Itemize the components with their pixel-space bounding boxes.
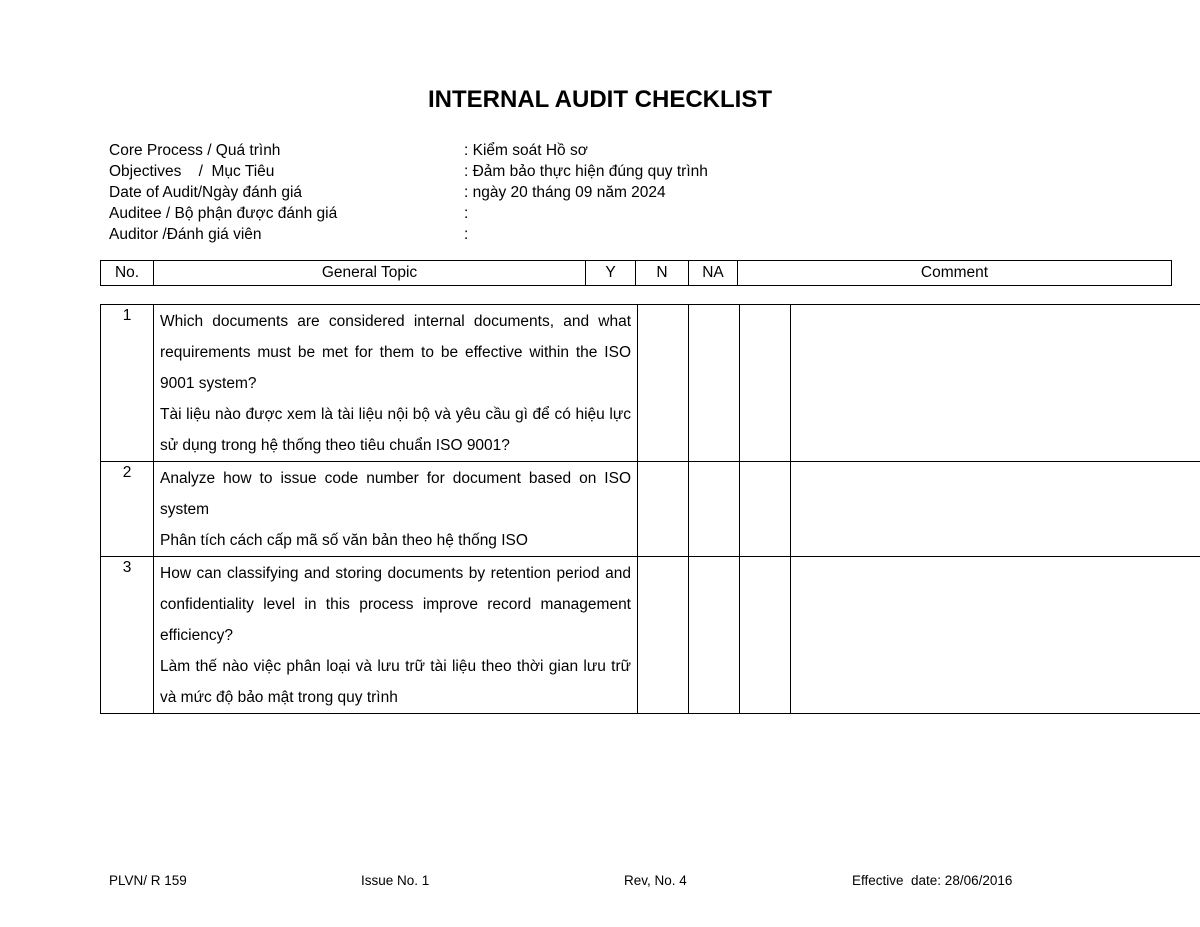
topic-english: Which documents are considered internal documents, and what requirements must be met for them to be effective within the ISO 9001 system? (160, 313, 631, 392)
na-cell[interactable] (740, 462, 791, 557)
topic-cell (154, 305, 638, 462)
table-row (101, 305, 1200, 462)
row-number: 2 (101, 462, 154, 557)
core-process-label: Core Process / Quá trình (109, 142, 281, 159)
revision-number: Rev, No. 4 (624, 873, 687, 888)
row-number: 1 (101, 305, 154, 462)
auditee-row (109, 203, 708, 224)
comment-cell[interactable] (791, 557, 1200, 714)
core-process-value: : Kiểm soát Hồ sơ (464, 142, 588, 159)
auditor-value: : (464, 226, 469, 243)
checklist-header (100, 260, 1172, 286)
audit-info (109, 140, 708, 245)
checklist-table (100, 304, 1200, 714)
effective-date: Effective date: 28/06/2016 (852, 873, 1013, 888)
topic-english: Analyze how to issue code number for document based on ISO system (160, 470, 631, 518)
y-cell[interactable] (638, 462, 689, 557)
table-row (101, 462, 1200, 557)
row-number: 3 (101, 557, 154, 714)
auditee-value: : (464, 205, 469, 222)
auditee-label: Auditee / Bộ phận được đánh giá (109, 205, 338, 222)
y-cell[interactable] (638, 305, 689, 462)
header-y: Y (586, 261, 636, 286)
comment-cell[interactable] (791, 305, 1200, 462)
form-code: PLVN/ R 159 (109, 873, 187, 888)
n-cell[interactable] (689, 462, 740, 557)
topic-vietnamese: Phân tích cách cấp mã số văn bản theo hệ thống ISO (160, 532, 528, 549)
comment-cell[interactable] (791, 462, 1200, 557)
n-cell[interactable] (689, 305, 740, 462)
document-title: INTERNAL AUDIT CHECKLIST (428, 86, 772, 113)
topic-vietnamese: Tài liệu nào được xem là tài liệu nội bộ và yêu cầu gì để có hiệu lực sử dụng trong hệ thống theo tiêu chuẩn ISO 9001? (160, 406, 631, 454)
header-na: NA (689, 261, 738, 286)
objectives-row (109, 161, 708, 182)
topic-cell (154, 462, 638, 557)
n-cell[interactable] (689, 557, 740, 714)
na-cell[interactable] (740, 305, 791, 462)
objectives-label: Objectives / Mục Tiêu (109, 163, 275, 180)
auditor-label: Auditor /Đánh giá viên (109, 226, 262, 243)
audit-date-value: : ngày 20 tháng 09 năm 2024 (464, 184, 666, 201)
issue-number: Issue No. 1 (361, 873, 430, 888)
table-row (101, 557, 1200, 714)
header-general-topic: General Topic (154, 261, 586, 286)
objectives-value: : Đảm bảo thực hiện đúng quy trình (464, 163, 708, 180)
topic-english: How can classifying and storing documents by retention period and confidentiality level in this process improve record management efficiency? (160, 565, 631, 644)
core-process-row (109, 140, 708, 161)
header-comment: Comment (738, 261, 1172, 286)
header-n: N (636, 261, 689, 286)
header-no: No. (101, 261, 154, 286)
na-cell[interactable] (740, 557, 791, 714)
auditor-row (109, 224, 708, 245)
topic-cell (154, 557, 638, 714)
topic-vietnamese: Làm thế nào việc phân loại và lưu trữ tài liệu theo thời gian lưu trữ và mức độ bảo mật trong quy trình (160, 658, 631, 706)
y-cell[interactable] (638, 557, 689, 714)
audit-date-label: Date of Audit/Ngày đánh giá (109, 184, 303, 201)
audit-date-row (109, 182, 708, 203)
